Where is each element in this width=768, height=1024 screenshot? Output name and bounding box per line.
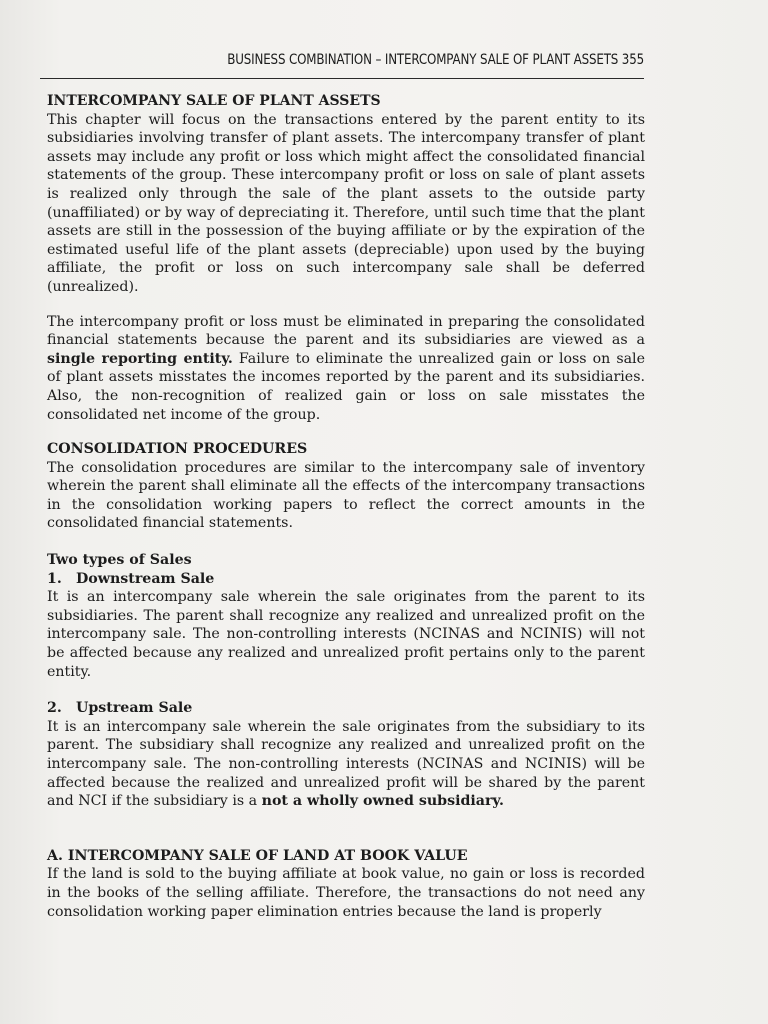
downstream-text: It is an intercompany sale wherein the sale originates from the parent to its subsidiaries. The parent shall recognize any realized and unrealized profit on the intercompany sale. The non-controlling interests (NCINAS and NCINIS) will not be affected because any realized and unrealized profit pertains only to the parent entity. (47, 589, 645, 680)
page-content (47, 92, 645, 921)
header-rule (40, 78, 644, 79)
consolidation-paragraph: The consolidation procedures are similar to the intercompany sale of inventory wherein the parent shall eliminate all the effects of the intercompany transactions in the consolidation working papers to reflect the correct amounts in the consolidated financial statements. (47, 459, 645, 532)
list-item-upstream (47, 699, 645, 811)
list-number: 2. (47, 700, 62, 717)
single-reporting-entity-term: single reporting entity. (47, 350, 233, 367)
upstream-paragraph (47, 718, 645, 811)
section-a-paragraph: If the land is sold to the buying affiliate at book value, no gain or loss is recorded in the books of the selling affiliate. Therefore, the transactions do not need any consolidation working paper elimination entries because the land is properly (47, 866, 645, 920)
intro-paragraph: This chapter will focus on the transactions entered by the parent entity to its subsidiaries involving transfer of plant assets. The intercompany transfer of plant assets may include any profit or loss which might affect the consolidated financial statements of the group. These intercompany profit or loss on sale of plant assets is realized only through the sale of the plant assets to the outside party (unaffiliated) or by way of depreciating it. Therefore, until such time that the plant assets are still in the possession of the buying affiliate or by the expiration of the estimated useful life of the plant assets (depreciable) upon used by the buying affiliate, the profit or loss on such intercompany sale shall be deferred (unrealized). (47, 111, 645, 295)
list-number: 1. (47, 570, 62, 587)
elimination-paragraph (47, 313, 645, 425)
elimination-text-end: Failure to eliminate the unrealized gain or loss on sale of plant assets misstates the incomes reported by the parent and its subsidiaries. Also, the non-recognition of realized gain or loss on sale misstates the consolidated net income of the group. (47, 350, 645, 423)
consolidation-heading: CONSOLIDATION PROCEDURES (47, 441, 308, 458)
running-header: BUSINESS COMBINATION – INTERCOMPANY SALE OF PLANT ASSETS 355 (227, 52, 644, 68)
list-item-downstream (47, 570, 645, 682)
section-a-heading: A. INTERCOMPANY SALE OF LAND AT BOOK VALUE (47, 847, 468, 864)
upstream-text: It is an intercompany sale wherein the sale originates from the subsidiary to its parent. The subsidiary shall recognize any realized and unrealized profit on the intercompany sale. The non-controlling interests (NCINAS and NCINIS) will be affected because the realized and unrealized profit will be shared by the parent and NCI if the subsidiary is a (47, 718, 645, 810)
chapter-title: INTERCOMPANY SALE OF PLANT ASSETS (47, 93, 381, 109)
elimination-text-start: The intercompany profit or loss must be eliminated in preparing the consolidated financial statements because the parent and its subsidiaries are viewed as a (47, 313, 645, 349)
upstream-title: Upstream Sale (76, 700, 193, 717)
upstream-bold-tail: not a wholly owned subsidiary. (261, 793, 504, 810)
sales-types-heading: Two types of Sales (47, 552, 192, 569)
downstream-title: Downstream Sale (76, 570, 215, 587)
